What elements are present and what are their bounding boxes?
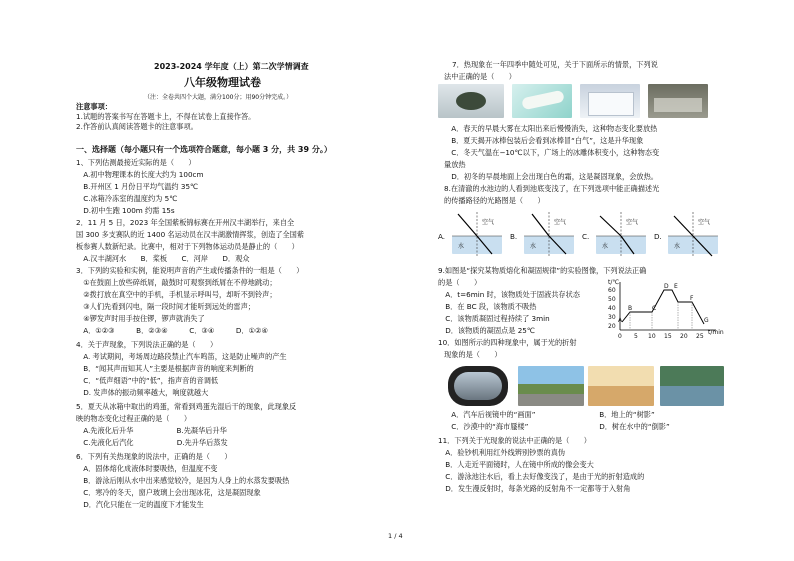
exam-note: （注：全卷共四个大题，满分100分；用90分钟完成。） (144, 94, 293, 101)
water-label: 水 (530, 243, 537, 250)
ice-pop-photo (512, 84, 572, 118)
option-line: C.冰箱冷冻室的温度约为 5℃ (76, 194, 178, 203)
question-line: 8.在清澈的水池边的人看到池底变浅了，在下列选项中能正确描述光 (444, 184, 660, 193)
question-line: 6．下列有关热现象的说法中，正确的是（ ） (76, 452, 232, 461)
chart-x-label: t/min (708, 329, 724, 336)
option-line: D.初中生跑 100m 约需 15s (76, 206, 175, 215)
section-heading: 一、选择题（每小题只有一个选项符合题意，每小题 3 分，共 39 分。） (76, 145, 332, 154)
option-label-c: C. (582, 232, 590, 241)
water-label: 水 (674, 243, 681, 250)
option-line: C．该物质凝固过程持续了 3min (438, 314, 550, 323)
option-line: A．验钞机利用红外线辨别钞票的真伪 (438, 448, 566, 457)
x-tick: 10 (648, 333, 656, 340)
option-line: A．春天的早晨大雾在太阳出来后慢慢消失，这种物态变化要放热 (444, 124, 658, 133)
water-label: 水 (602, 243, 609, 250)
x-tick: 0 (618, 333, 622, 340)
option-line: C．沙漠中的“海市蜃楼” (444, 422, 529, 431)
option-line: B．夏天揭开冰棒包装后会看到冰棒冒“白气”，这是升华现象 (444, 136, 644, 145)
question-line: 板参赛人数新纪录。比赛中，相对于下列物体运动员是静止的（ ） (76, 242, 299, 251)
x-tick: 5 (634, 333, 638, 340)
question-line: 1、下列估测最接近实际的是（ ） (76, 158, 196, 167)
y-tick: 60 (608, 287, 616, 294)
chart-y-label: t/℃ (608, 279, 620, 286)
air-label: 空气 (698, 219, 711, 226)
air-label: 空气 (482, 219, 495, 226)
option-line: 量放热 (444, 160, 466, 169)
point-label: G (704, 317, 709, 324)
desert-mirage-photo (588, 366, 654, 406)
notice-heading: 注意事项： (76, 102, 112, 111)
point-label: D (664, 283, 669, 290)
light-path-a-icon (452, 212, 502, 256)
water-label: 水 (458, 243, 465, 250)
notice-item: 1.试题的答案书写在答题卡上，不得在试卷上直接作答。 (76, 112, 256, 121)
question-line: 国 300 多支赛队的近 1400 名运动员在汉丰湖激情挥浆，创造了全国紫 (76, 230, 305, 239)
notice-item: 2.作答前认真阅读答题卡的注意事项。 (76, 122, 198, 131)
option-line: ④锣发声时用手按住锣，锣声就消失了 (76, 314, 205, 323)
option-line: C．寒冷的冬天，窗户玻璃上会出现冰花，这是凝固现象 (76, 488, 261, 497)
question-line: 7．热现象在一年四季中随处可见，关于下面所示的情景，下列说 (452, 60, 658, 69)
page-number: 1 / 4 (388, 532, 403, 540)
option-line: A．t=6min 时，该物质处于固液共存状态 (438, 290, 580, 299)
light-path-b-icon (524, 212, 574, 256)
question-line: 2．11 月 5 日，2023 年全国紫板锦标赛在开州汉丰湖举行，来自全 (76, 218, 295, 227)
question-line: 5．夏天从冰箱中取出的鸡蛋，常看到鸡蛋先湿后干的现象，此现象反 (76, 402, 297, 411)
option-line: A.初中物理课本的长度大约为 100cm (76, 170, 204, 179)
option-line: B．在 BC 段，该物质不吸热 (438, 302, 537, 311)
exam-title: 2023-2024 学年度（上）第二次学情调查 (154, 62, 309, 71)
question-line: 10．如图所示的四种现象中，属于光的折射 (438, 338, 577, 347)
y-tick: 40 (608, 305, 616, 312)
tree-reflection-photo (660, 366, 724, 406)
light-path-d-icon (668, 212, 718, 256)
y-tick: 30 (608, 314, 616, 321)
frost-photo (648, 84, 708, 118)
option-line: C．“低声细语”中的“低”，指声音的音调低 (76, 376, 219, 385)
option-label-d: D. (654, 232, 662, 241)
question-line: 3．下列的实验和实例，能说明声音的产生或传播条件的一组是（ ） (76, 266, 304, 275)
question-line: 9.如图是“探究某物质熔化和凝固规律”的实验图像，下列说法正确 (438, 266, 647, 275)
option-line: B.开州区 1 月份日平均气温约 35℃ (76, 182, 199, 191)
question-line: 现象的是（ ） (444, 350, 502, 359)
air-label: 空气 (626, 219, 639, 226)
x-tick: 15 (664, 333, 672, 340)
option-line: A.先液化后升华 B.先凝华后升华 (76, 426, 227, 435)
y-tick: 50 (608, 296, 616, 303)
option-line: C．游泳池注水后，看上去好像变浅了，是由于光的折射造成的 (438, 472, 645, 481)
question-line: 的传播路径的光路图是（ ） (444, 196, 545, 205)
option-line: B．人走近平面镜时，人在镜中所成的像会变大 (438, 460, 594, 469)
point-label: B (628, 305, 633, 312)
option-label-b: B. (510, 232, 518, 241)
option-line: B．地上的“树影” (592, 410, 655, 419)
fog-photo (438, 84, 504, 118)
option-line: D．初冬的早晨地面上会出现白色的霜，这是凝固现象，会放热。 (444, 172, 658, 181)
x-tick: 25 (696, 333, 704, 340)
question-line: 4．关于声现象，下列说法正确的是（ ） (76, 340, 218, 349)
option-line: A．汽车后视镜中的“画面” (444, 410, 536, 419)
question-line: 11．下列关于光现象的说法中正确的是（ ） (438, 436, 591, 445)
air-label: 空气 (554, 219, 567, 226)
question-line: 的是（ ） (438, 278, 482, 287)
tree-shadow-photo (518, 366, 584, 406)
point-label: C (652, 305, 657, 312)
question-line: 映的物态变化过程正确的是（ ） (76, 414, 192, 423)
option-line: D．树在水中的“倒影” (592, 422, 670, 431)
point-label: E (674, 283, 678, 290)
option-line: ①在鼓面上放些碎纸屑，敲鼓时可观察到纸屑在不停地跳动； (76, 278, 277, 287)
point-label: A (618, 317, 623, 324)
option-line: B．游泳后刚从水中出来感觉较冷，是因为人身上的水蒸发要吸热 (76, 476, 290, 485)
option-line: B．“闻其声而知其人”主要是根据声音的响度来判断的 (76, 364, 254, 373)
option-label-a: A. (438, 232, 446, 241)
x-tick: 20 (680, 333, 688, 340)
y-tick: 20 (608, 323, 616, 330)
option-line: ③人们先看到闪电，隔一段时间才能听到远处的雷声； (76, 302, 255, 311)
option-line: D. 发声体的振动频率越大，响度就越大 (76, 388, 209, 397)
option-line: D．发生漫反射时，每条光路的反射角不一定都等于入射角 (438, 484, 631, 493)
option-line: A．①②③ B．②③④ C．③④ D．①②④ (76, 326, 268, 335)
option-line: A.汉丰湖河水 B．桨板 C．河岸 D．观众 (76, 254, 250, 263)
ice-sculpture-photo (580, 84, 640, 118)
option-line: ②拨打放在真空中的手机，手机显示呼叫号，却听不到铃声； (76, 290, 277, 299)
option-line: A. 考试期间，考场周边路段禁止汽车鸣笛，这是防止噪声的产生 (76, 352, 287, 361)
point-label: F (690, 295, 694, 302)
rearview-mirror-photo (448, 366, 508, 406)
option-line: C.先液化后汽化 D.先升华后蒸发 (76, 438, 228, 447)
light-path-c-icon (596, 212, 646, 256)
option-line: D．该物质的凝固点是 25℃ (438, 326, 535, 335)
option-line: A．固体熔化成液体时要吸热，但温度不变 (76, 464, 218, 473)
paper-title: 八年级物理试卷 (184, 76, 261, 89)
question-line: 法中正确的是（ ） (444, 72, 516, 81)
option-line: D．汽化只能在一定的温度下才能发生 (76, 500, 204, 509)
option-line: C．冬天气温在−10℃以下，广场上的冰雕体积变小，这种物态变 (444, 148, 660, 157)
